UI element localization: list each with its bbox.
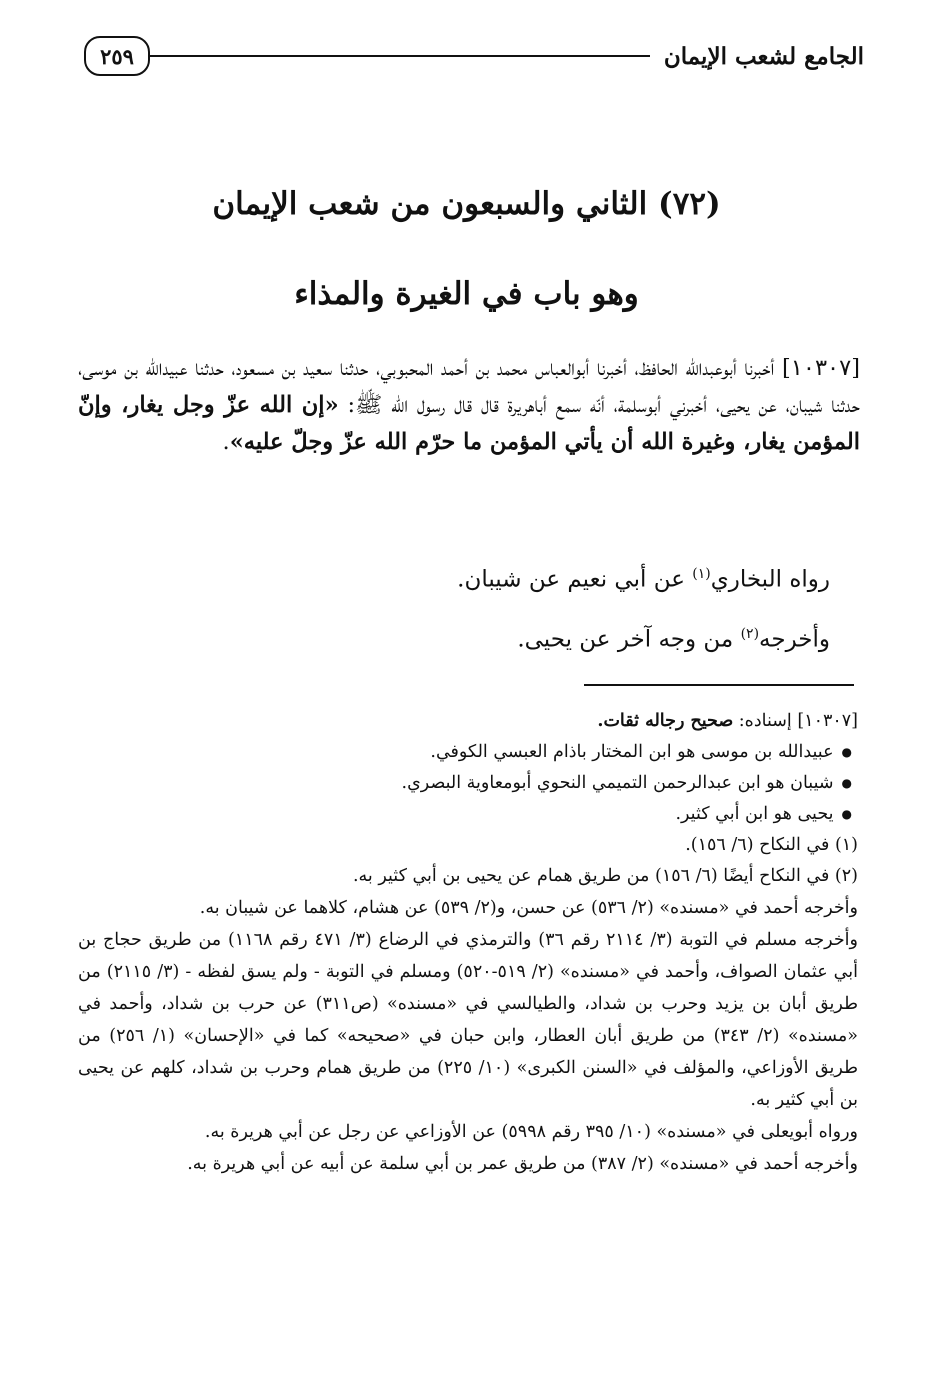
footnotes-section	[78, 706, 858, 1180]
takhrij-paragraph: ورواه أبويعلى في «مسنده» (١٠/ ٣٩٥ رقم ٥٩٩٨) عن الأوزاعي عن رجل عن أبي هريرة به.	[204, 1122, 858, 1142]
hadith-text	[78, 350, 860, 461]
takhrij-paragraph: وأخرجه أحمد في «مسنده» (٢/ ٥٣٦) عن حسن، و(٢/ ٥٣٩) عن هشام، كلاهما عن شيبان به.	[199, 898, 858, 918]
narration-2-text: وأخرجه	[759, 626, 830, 653]
isnad-grade-label: [١٠٣٠٧] إسناده:	[733, 711, 858, 731]
narration-1-source: عن أبي نعيم عن شيبان.	[457, 566, 693, 593]
isnad-grade-note	[78, 706, 858, 737]
isnad-grade: صحيح رجاله ثقات.	[597, 711, 734, 731]
running-header	[84, 30, 864, 82]
hadith-matn: «إن الله عزّ وجل يغار، وإنّ المؤمن يغار، وغيرة الله أن يأتي المؤمن ما حرّم الله عزّ وجلّ عليه»	[78, 392, 860, 455]
footnote-separator	[584, 684, 854, 686]
takhrij-paragraph: وأخرجه أحمد في «مسنده» (٢/ ٣٨٧) من طريق عمر بن أبي سلمة عن أبيه عن أبي هريرة به.	[187, 1154, 858, 1174]
footnote-2: (٢) في النكاح أيضًا (٦/ ١٥٦) من طريق همام عن يحيى بن أبي كثير به.	[352, 866, 858, 886]
narration-other	[78, 616, 830, 658]
page-number: ٢٥٩	[84, 36, 150, 76]
narrator-note: ● يحيى هو ابن أبي كثير.	[78, 799, 858, 830]
takhrij-paragraph: وأخرجه مسلم في التوبة (٣/ ٢١١٤ رقم ٣٦) والترمذي في الرضاع (٣/ ٤٧١ رقم ١١٦٨) من طريق حجاج بن أبي عثمان الصواف، وأحمد في «مسنده» (٢/ ٥١٩-٥٢٠) ومسلم في التوبة - ولم يسق لفظه - (٣/ ٢١١٥) من طريق أبان بن يزيد وحرب بن شداد، والطيالسي في «مسنده» (ص٣١١) عن حرب بن شداد، وأحمد في «مسنده» (٢/ ٣٤٣) من طريق أبان العطار، وابن حبان في «صحيحه» كما في «الإحسان» (١/ ٢٥٦) من طريق الأوزاعي، والمؤلف في «السنن الكبرى» (١٠/ ٢٢٥) من طريق همام وحرب بن شداد، كلهم عن يحيى بن أبي كثير به.	[78, 930, 858, 1110]
narrator-note: ● عبيدالله بن موسى هو ابن المختار باذام العبسي الكوفي.	[78, 737, 858, 768]
narration-1-text: رواه البخاري	[710, 566, 830, 593]
hadith-isnad: [١٠٣٠٧] أخبرنا أبوعبدالله الحافظ، أخبرنا أبوالعباس محمد بن أحمد المحبوبي، حدثنا سعيد بن مسعود، حدثنا عبيدالله بن موسى، حدثنا شيبان، عن يحيى، أخبرني أبوسلمة، أنّه سمع أباهريرة قال قال رسول الله ﷺ:	[78, 355, 861, 418]
header-rule	[150, 55, 650, 57]
footnote-1: (١) في النكاح (٦/ ١٥٦).	[685, 835, 858, 855]
chapter-heading: (٧٢) الثاني والسبعون من شعب الإيمان	[212, 186, 721, 222]
hadith-end: .	[222, 429, 230, 455]
footnote-ref-2[interactable]: (٢)	[740, 626, 760, 642]
footnote-ref-1[interactable]: (١)	[692, 566, 711, 582]
running-header-title: الجامع لشعب الإيمان	[663, 42, 864, 70]
chapter-subheading: وهو باب في الغيرة والمذاء	[294, 276, 639, 312]
narrator-note: ● شيبان هو ابن عبدالرحمن التميمي النحوي أبومعاوية البصري.	[78, 768, 858, 799]
narration-bukhari	[78, 556, 830, 598]
narration-2-source: من وجه آخر عن يحيى.	[517, 626, 741, 653]
